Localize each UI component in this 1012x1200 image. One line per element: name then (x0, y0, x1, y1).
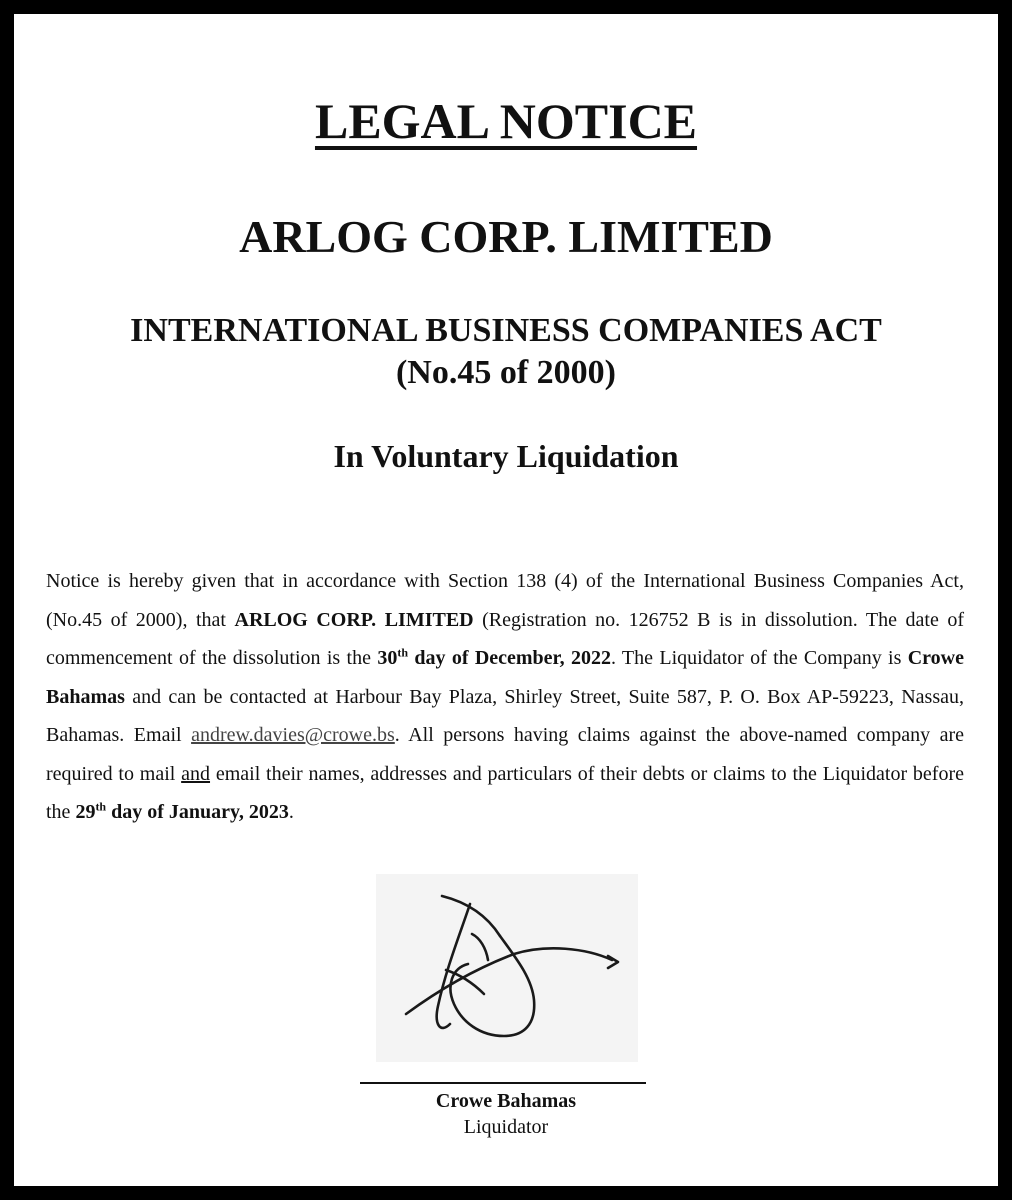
company-name: ARLOG CORP. LIMITED (239, 211, 773, 262)
notice-title: LEGAL NOTICE (314, 93, 698, 149)
body-text-3: . The Liquidator of the Company is (610, 647, 908, 669)
signatory-role: Liquidator (463, 1116, 549, 1138)
act-name: INTERNATIONAL BUSINESS COMPANIES ACT (130, 312, 882, 349)
act-heading (14, 310, 998, 394)
signatory-name: Crowe Bahamas (435, 1090, 577, 1112)
notice-body (46, 562, 964, 832)
body-text-7: . (288, 801, 294, 823)
body-company: ARLOG CORP. LIMITED (234, 608, 474, 631)
signature-image (376, 874, 638, 1062)
signature-line (360, 1082, 646, 1084)
dissolution-month-year: day of December, 2022 (408, 647, 611, 669)
body-text-6: email their names, addresses and particulars of their debts or claims to the Liquidator before the (46, 762, 964, 823)
deadline-day: 29 (75, 801, 96, 823)
act-number: (No.45 of 2000) (395, 354, 617, 391)
handwritten-signature (376, 874, 638, 1062)
liquidation-status: In Voluntary Liquidation (333, 438, 679, 474)
dissolution-day: 30 (377, 647, 398, 669)
notice-page (14, 14, 998, 1186)
deadline-month-year: day of January, 2023 (106, 801, 289, 823)
dissolution-date (377, 647, 611, 669)
body-liquidator: Crowe Bahamas (46, 647, 964, 708)
deadline-day-suffix: th (95, 799, 107, 814)
body-text-5: . All persons having claims against the above-named company are required to mail (46, 724, 965, 785)
and-underlined: and (181, 762, 211, 785)
body-text-4: and can be contacted at Harbour Bay Plaza, Shirley Street, Suite 587, P. O. Box AP-59223, Nassau, Bahamas. Email (46, 685, 964, 746)
body-text-2: (Registration no. 126752 B is in dissolution. The date of commencement of the dissolution is the (46, 608, 964, 669)
claims-deadline (75, 801, 288, 823)
dissolution-day-suffix: th (397, 645, 409, 660)
email-link[interactable]: andrew.davies@crowe.bs (191, 724, 395, 746)
body-text-1: Notice is hereby given that in accordance with Section 138 (4) of the International Business Companies Act, (No.45 of 2000), that (46, 570, 964, 631)
